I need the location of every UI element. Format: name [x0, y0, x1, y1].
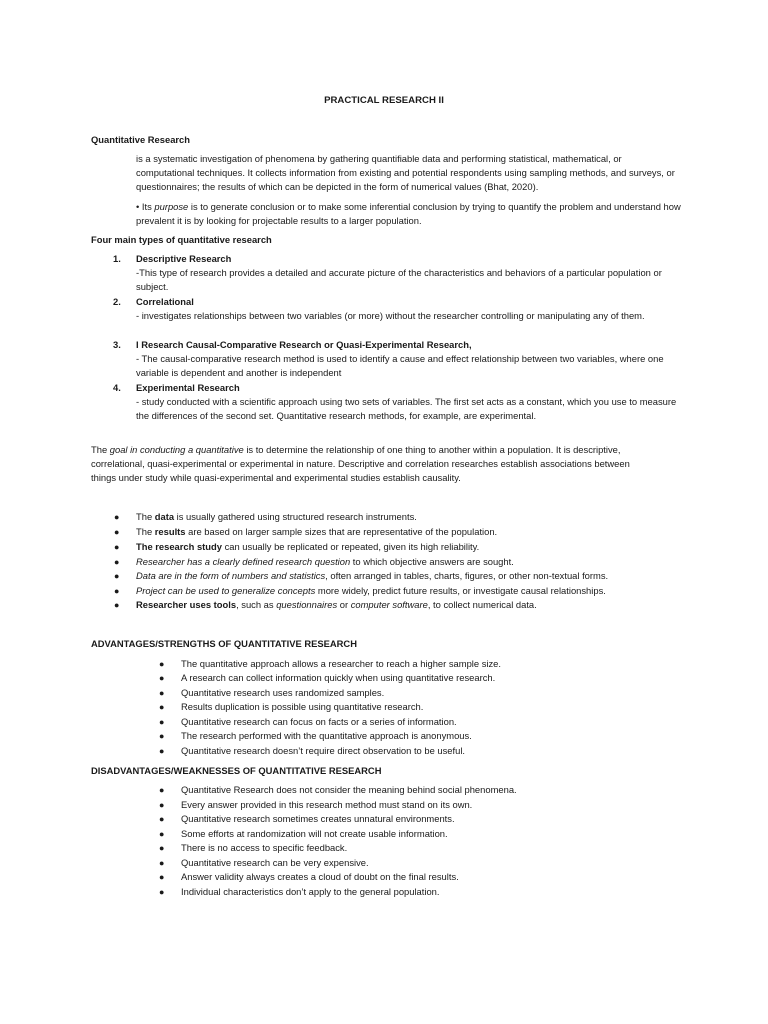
- bullet-icon: ●: [159, 887, 165, 897]
- list-item: The research performed with the quantitative approach is anonymous.: [181, 730, 472, 741]
- type-title: Descriptive Research: [136, 253, 232, 264]
- bullet-icon: ●: [159, 800, 165, 810]
- quantitative-heading: Quantitative Research: [91, 134, 190, 145]
- bullet-icon: ●: [114, 557, 120, 567]
- list-item: Some efforts at randomization will not create usable information.: [181, 828, 448, 839]
- bullet-icon: ●: [159, 702, 165, 712]
- list-item: A research can collect information quickly when using quantitative research.: [181, 672, 496, 683]
- type-description: - study conducted with a scientific approach using two sets of variables. The first set acts as a constant, which you use to measure the differences of the second set. Quantitative research methods, for example, are experimental.: [136, 396, 677, 421]
- type-number: 4.: [113, 382, 121, 393]
- bullet-icon: ●: [159, 858, 165, 868]
- type-description: - The causal-comparative research method is used to identify a cause and effect relationship between two variables, where one variable is dependent and another is independent: [136, 353, 664, 378]
- bullet-icon: ●: [159, 746, 165, 756]
- type-number: 2.: [113, 296, 121, 307]
- bullet-icon: ●: [114, 512, 120, 522]
- bullet-icon: ●: [159, 673, 165, 683]
- advantages-heading: ADVANTAGES/STRENGTHS OF QUANTITATIVE RESEARCH: [91, 638, 357, 649]
- bullet-icon: ●: [114, 527, 120, 537]
- bullet-icon: ●: [114, 600, 120, 610]
- list-item: Every answer provided in this research method must stand on its own.: [181, 799, 473, 810]
- list-item: Researcher uses tools, such as questionnaires or computer software, to collect numerical data.: [136, 599, 537, 610]
- list-item: Project can be used to generalize concepts more widely, predict future results, or investigate causal relationships.: [136, 585, 606, 596]
- list-item: Quantitative research can be very expensive.: [181, 857, 369, 868]
- bullet-icon: ●: [159, 814, 165, 824]
- goal-emphasis: goal in conducting a quantitative: [109, 444, 244, 455]
- disadvantages-heading: DISADVANTAGES/WEAKNESSES OF QUANTITATIVE RESEARCH: [91, 765, 382, 776]
- goal-pre: The: [91, 444, 110, 455]
- intro-paragraph: is a systematic investigation of phenomena by gathering quantifiable data and performing statistical, mathematical, or computational techniques. It collects information from existing and potential respondents using sampling methods, and surveys, or questionnaires; the results of which can be depicted in the form of numerical values (Bhat, 2020).: [136, 153, 675, 192]
- bullet-icon: ●: [114, 571, 120, 581]
- purpose-post: is to generate conclusion or to make some inferential conclusion by trying to quantify the problem and understand how prevalent it is by looking for projectable results to a larger population.: [136, 201, 681, 226]
- purpose-paragraph: [136, 200, 681, 228]
- goal-post: is to determine the relationship of one thing to another within a population. It is descriptive, correlational, quasi-experimental or experimental in nature. Descriptive and correlation researches establish associations between things under study while quasi-experimental and experimental studies establish causality.: [91, 444, 630, 483]
- list-item: Quantitative research sometimes creates unnatural environments.: [181, 813, 455, 824]
- type-title: Correlational: [136, 296, 194, 307]
- type-title: Experimental Research: [136, 382, 240, 393]
- bullet-icon: ●: [159, 843, 165, 853]
- bullet-icon: ●: [159, 829, 165, 839]
- type-description: - investigates relationships between two variables (or more) without the researcher controlling or manipulating any of them.: [136, 310, 645, 321]
- list-item: The data is usually gathered using structured research instruments.: [136, 511, 417, 522]
- type-number: 1.: [113, 253, 121, 264]
- list-item: The results are based on larger sample sizes that are representative of the population.: [136, 526, 498, 537]
- type-description: -This type of research provides a detailed and accurate picture of the characteristics and behaviors of a particular population or subject.: [136, 267, 662, 292]
- list-item: Quantitative research doesn’t require direct observation to be useful.: [181, 745, 466, 756]
- types-heading: Four main types of quantitative research: [91, 234, 272, 245]
- bullet-icon: ●: [159, 872, 165, 882]
- list-item: Data are in the form of numbers and statistics, often arranged in tables, charts, figures, or other non-textual forms.: [136, 570, 609, 581]
- list-item: There is no access to specific feedback.: [181, 842, 348, 853]
- bullet-icon: ●: [159, 688, 165, 698]
- list-item: The quantitative approach allows a researcher to reach a higher sample size.: [181, 658, 501, 669]
- purpose-pre: • Its: [136, 201, 155, 212]
- bullet-icon: ●: [159, 785, 165, 795]
- page-title: PRACTICAL RESEARCH II: [324, 95, 444, 106]
- purpose-emphasis: purpose: [154, 201, 189, 212]
- list-item: Quantitative Research does not consider the meaning behind social phenomena.: [181, 784, 517, 795]
- bullet-icon: ●: [159, 717, 165, 727]
- list-item: Answer validity always creates a cloud of doubt on the final results.: [181, 871, 459, 882]
- list-item: Researcher has a clearly defined research question to which objective answers are sought.: [136, 556, 514, 567]
- type-number: 3.: [113, 339, 121, 350]
- bullet-icon: ●: [114, 542, 120, 552]
- bullet-icon: ●: [159, 659, 165, 669]
- list-item: Results duplication is possible using quantitative research.: [181, 701, 424, 712]
- type-title: I Research Causal-Comparative Research or Quasi-Experimental Research,: [136, 339, 472, 350]
- list-item: Individual characteristics don’t apply to the general population.: [181, 886, 440, 897]
- list-item: Quantitative research uses randomized samples.: [181, 687, 385, 698]
- list-item: The research study can usually be replicated or repeated, given its high reliability.: [136, 541, 480, 552]
- bullet-icon: ●: [159, 731, 165, 741]
- bullet-icon: ●: [114, 586, 120, 596]
- list-item: Quantitative research can focus on facts or a series of information.: [181, 716, 457, 727]
- goal-paragraph: [91, 443, 656, 485]
